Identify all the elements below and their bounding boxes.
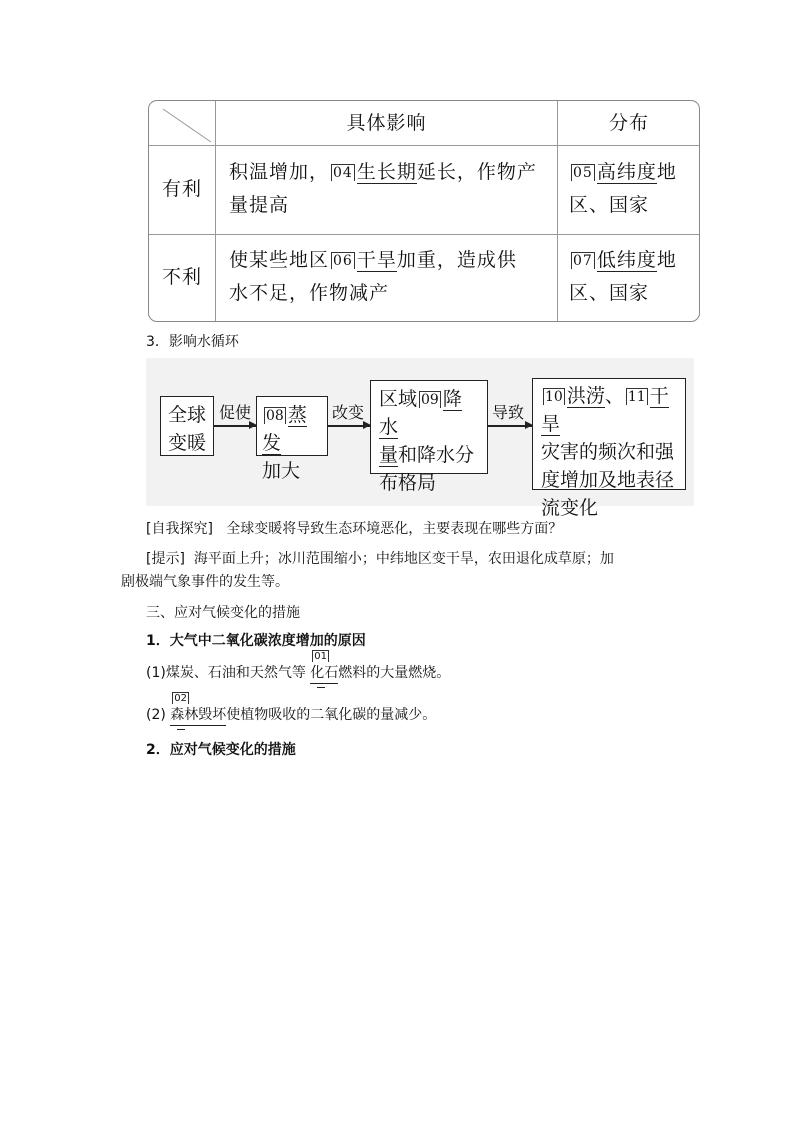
row-favorable-impact (229, 156, 549, 222)
flow-label-promote: 促使 (219, 403, 252, 422)
water-cycle-flow-diagram (146, 358, 694, 519)
blank-number-05: 05 (573, 165, 593, 181)
flow-arrow (328, 425, 370, 427)
flow-box-disasters (532, 378, 686, 519)
row-favorable-distribution (569, 156, 697, 222)
diagonal-header-line (149, 101, 216, 146)
blank-number-10: 10 (545, 389, 563, 405)
flow-box-global-warming: 全球变暖 (160, 396, 214, 456)
item-2 (146, 693, 437, 726)
flow-arrow (488, 425, 532, 427)
item-text: 燃料的大量燃烧。 (338, 665, 451, 681)
flow-box-text: 度增加及地表径 (541, 469, 675, 491)
impact-text: 水不足，作物减产 (229, 282, 390, 304)
answer-blank: 干旱 (541, 385, 669, 435)
flow-arrow (214, 425, 256, 427)
distribution-text: 区、国家 (569, 282, 650, 304)
self-explore-tag: [自我探究] (146, 521, 213, 537)
flow-box-text: 加大 (262, 460, 301, 482)
impact-text: 使某些地区 (229, 249, 330, 271)
hint-text: 海平面上升；冰川范围缩小；中纬地区变干旱，农田退化成草原；加 (193, 551, 614, 567)
impact-text: 积温增加， (229, 161, 330, 183)
flow-box-evaporation (256, 396, 328, 482)
item-text: (2) (146, 707, 166, 723)
answer-blank: 干旱 (356, 249, 397, 271)
flow-box-text: 、 (604, 385, 624, 407)
blank-number-11: 11 (627, 389, 646, 405)
answer-blank (170, 693, 227, 726)
blank-number-08: 08 (266, 408, 284, 424)
blank-number-09: 09 (421, 392, 439, 408)
answer-blank: 蒸发 (262, 404, 307, 454)
item-text: 使植物吸收的二氧化碳的量减少。 (226, 707, 437, 723)
flow-label-lead-to: 导致 (492, 403, 525, 422)
subsection-2-title: 2．应对气候变化的措施 (146, 742, 296, 758)
flow-box-text: 和降水分 (398, 444, 475, 466)
answer-blank: 降水 (379, 388, 462, 438)
blank-mark (177, 729, 185, 730)
answer-blank: 量 (379, 444, 399, 466)
self-explore-question: 全球变暖将导致生态环境恶化，主要表现在哪些方面？ (226, 521, 563, 537)
blank-mark (317, 687, 325, 688)
hint (121, 548, 706, 594)
flow-label-change: 改变 (332, 403, 365, 422)
row-unfavorable-impact (229, 244, 549, 310)
flow-box-text: 灾害的频次和强 (541, 441, 675, 463)
blank-number-07: 07 (573, 253, 593, 269)
impact-text: 量提高 (229, 194, 290, 216)
impact-text: 延长，作物产 (416, 161, 537, 183)
flow-box-text: 流变化 (541, 497, 599, 519)
flow-box-text: 区域 (379, 388, 418, 410)
answer-blank: 生长期 (356, 161, 417, 183)
impact-table (148, 100, 700, 322)
answer-text: 森林毁坏 (170, 707, 227, 723)
answer-blank (310, 651, 339, 684)
hint-text: 剧极端气象事件的发生等。 (121, 574, 289, 590)
header-impact: 具体影响 (346, 112, 427, 134)
distribution-text: 区、国家 (569, 194, 650, 216)
section-3-title: 3．影响水循环 (146, 334, 239, 350)
distribution-text: 地 (656, 249, 677, 271)
flow-box-text: 布格局 (379, 472, 437, 494)
table-divider (149, 234, 699, 235)
impact-text: 加重，造成供 (396, 249, 517, 271)
row-unfavorable-distribution (569, 244, 697, 310)
item-text: (1)煤炭、石油和天然气等 (146, 665, 306, 681)
answer-blank: 洪涝 (566, 385, 605, 407)
subsection-1-title: 1．大气中二氧化碳浓度增加的原因 (146, 633, 366, 649)
item-1 (146, 651, 451, 684)
section-heading: 三、应对气候变化的措施 (146, 605, 300, 621)
distribution-text: 地 (656, 161, 677, 183)
flow-box-precipitation (370, 380, 488, 494)
answer-text: 化石 (310, 665, 339, 681)
answer-blank: 低纬度 (596, 249, 657, 271)
table-divider (149, 145, 699, 146)
blank-number-01: 01 (314, 651, 328, 662)
self-explore (146, 519, 706, 539)
blank-number-02: 02 (174, 693, 188, 704)
row-label-unfavorable: 不利 (161, 266, 202, 288)
header-distribution: 分布 (608, 112, 649, 134)
blank-number-04: 04 (333, 165, 353, 181)
row-label-favorable: 有利 (161, 178, 202, 200)
answer-blank: 高纬度 (596, 161, 657, 183)
blank-number-06: 06 (333, 253, 353, 269)
hint-tag: [提示] (146, 551, 185, 567)
